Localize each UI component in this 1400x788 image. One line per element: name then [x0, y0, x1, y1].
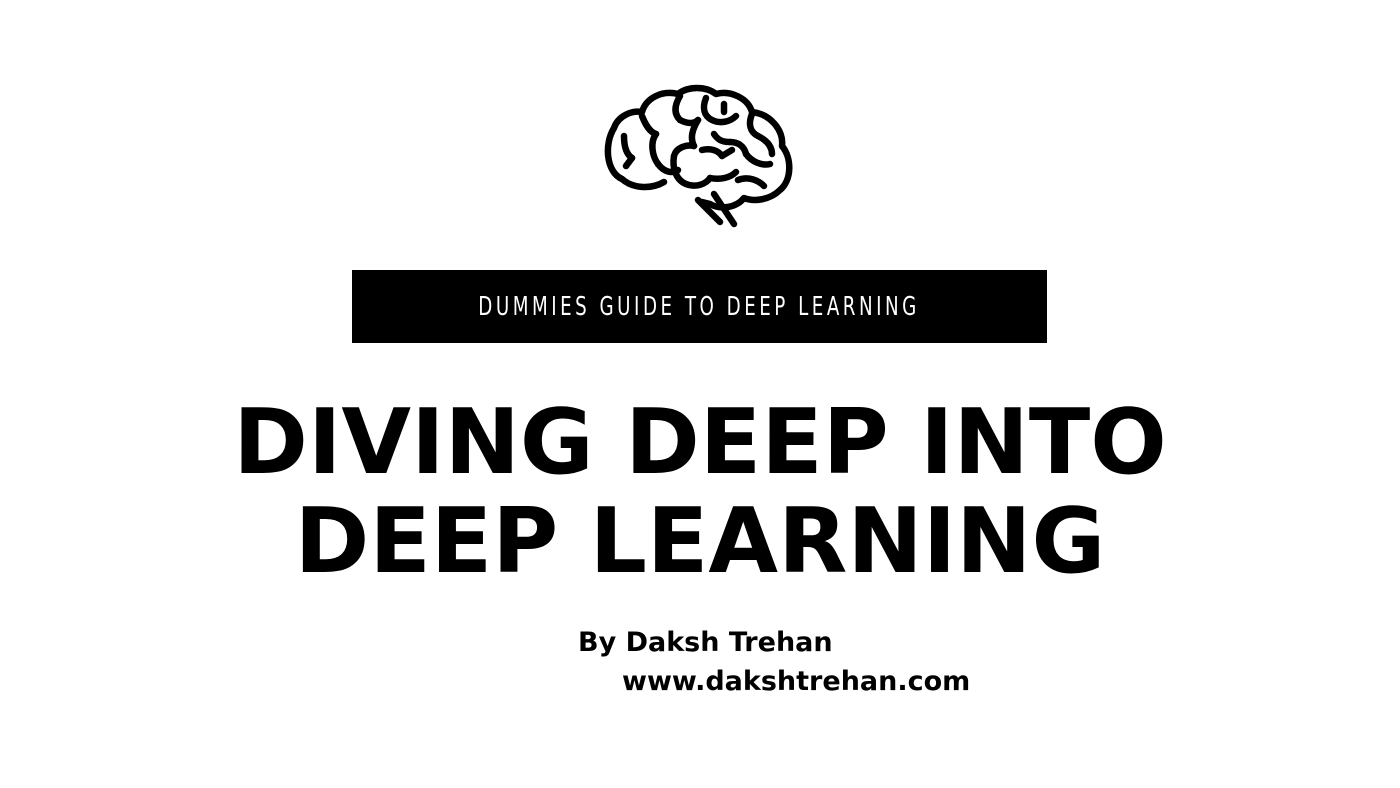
- brain-icon: [602, 84, 798, 232]
- subtitle-banner: [352, 270, 1047, 343]
- author-byline: By Daksh Trehan: [578, 627, 833, 658]
- banner-text: DUMMIES GUIDE TO DEEP LEARNING: [478, 291, 921, 322]
- title-line-1: DIVING DEEP INTO: [233, 390, 1167, 495]
- author-website: www.dakshtrehan.com: [622, 666, 971, 697]
- title-line-2: DEEP LEARNING: [294, 489, 1106, 594]
